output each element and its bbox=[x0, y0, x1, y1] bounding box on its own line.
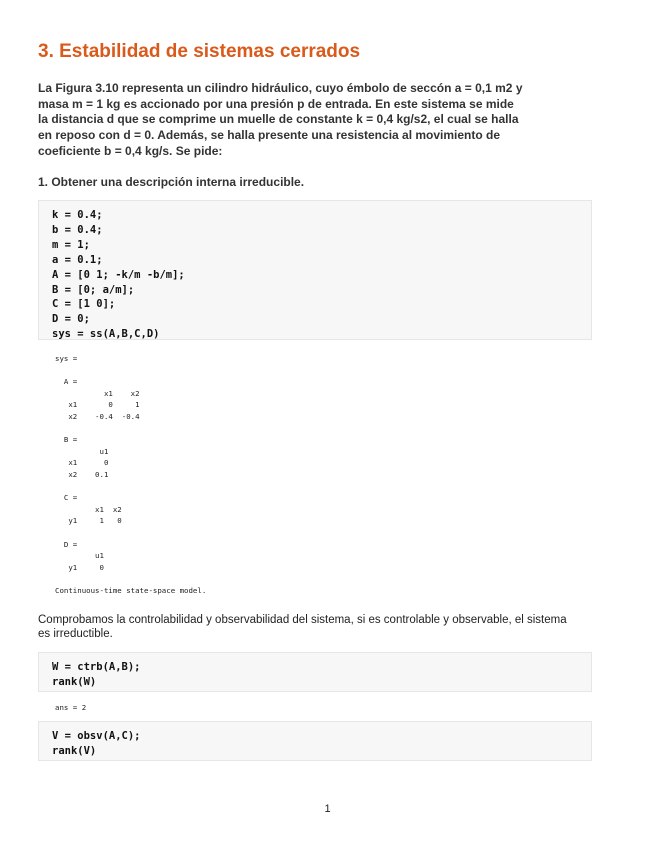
step-1-heading: 1. Obtener una descripción interna irreducible. bbox=[38, 175, 305, 189]
output-line: B = bbox=[55, 435, 78, 445]
code-line: b = 0.4; bbox=[52, 223, 103, 236]
output-line: x2 0.1 bbox=[55, 469, 109, 479]
output-line: u1 bbox=[55, 551, 104, 561]
paragraph-line: es irreductible. bbox=[38, 628, 113, 641]
output-line: A = bbox=[55, 377, 78, 387]
output-line: y1 0 bbox=[55, 562, 104, 572]
output-block-2 bbox=[55, 702, 86, 714]
code-block-3 bbox=[38, 721, 592, 761]
code-line: rank(W) bbox=[52, 675, 97, 688]
code-line: A = [0 1; -k/m -b/m]; bbox=[52, 268, 185, 281]
output-line bbox=[55, 481, 206, 493]
output-line bbox=[55, 423, 206, 435]
output-line: C = bbox=[55, 493, 78, 503]
code-line: C = [1 0]; bbox=[52, 298, 116, 311]
intro-line: en reposo con d = 0. Además, se halla presente una resistencia al movimiento de bbox=[38, 128, 501, 143]
intro-line: coeficiente b = 0,4 kg/s. Se pide: bbox=[38, 143, 223, 158]
code-line: W = ctrb(A,B); bbox=[52, 661, 141, 673]
code-line: B = [0; a/m]; bbox=[52, 283, 135, 296]
output-line: y1 1 0 bbox=[55, 516, 122, 526]
output-block-1 bbox=[55, 353, 206, 596]
output-line: sys = bbox=[55, 354, 78, 363]
code-line: V = obsv(A,C); bbox=[52, 730, 141, 742]
output-line bbox=[55, 573, 206, 585]
output-line: Continuous-time state-space model. bbox=[55, 585, 207, 595]
section-title: 3. Estabilidad de sistemas cerrados bbox=[38, 41, 361, 62]
intro-line: la distancia d que se comprime un muelle de constante k = 0,4 kg/s2, el cual se halla bbox=[38, 112, 519, 127]
controllability-paragraph bbox=[38, 613, 594, 641]
output-line: x1 x2 bbox=[55, 388, 140, 398]
page-number: 1 bbox=[324, 803, 331, 815]
output-line: u1 bbox=[55, 446, 109, 456]
output-line bbox=[55, 365, 206, 377]
paragraph-line: Comprobamos la controlabilidad y observabilidad del sistema, si es controlable y observable, el sistema bbox=[38, 614, 567, 626]
output-line: x1 0 bbox=[55, 458, 109, 468]
code-block-1 bbox=[38, 200, 592, 340]
code-line: m = 1; bbox=[52, 238, 90, 251]
code-block-2 bbox=[38, 652, 592, 692]
intro-line: masa m = 1 kg es accionado por una presión p de entrada. En este sistema se mide bbox=[38, 96, 514, 111]
code-line: k = 0.4; bbox=[52, 209, 103, 221]
intro-line: La Figura 3.10 representa un cilindro hidráulico, cuyo émbolo de seccón a = 0,1 m2 y bbox=[38, 81, 523, 95]
output-line: D = bbox=[55, 539, 78, 549]
code-line: a = 0.1; bbox=[52, 253, 103, 266]
output-line bbox=[55, 527, 206, 539]
output-line: ans = 2 bbox=[55, 703, 87, 712]
code-line: D = 0; bbox=[52, 313, 90, 326]
code-line: rank(V) bbox=[52, 744, 97, 757]
output-line: x1 0 1 bbox=[55, 400, 140, 410]
output-line: x1 x2 bbox=[55, 504, 122, 514]
output-line: x2 -0.4 -0.4 bbox=[55, 411, 140, 421]
intro-paragraph bbox=[38, 81, 578, 160]
code-line: sys = ss(A,B,C,D) bbox=[52, 328, 160, 341]
